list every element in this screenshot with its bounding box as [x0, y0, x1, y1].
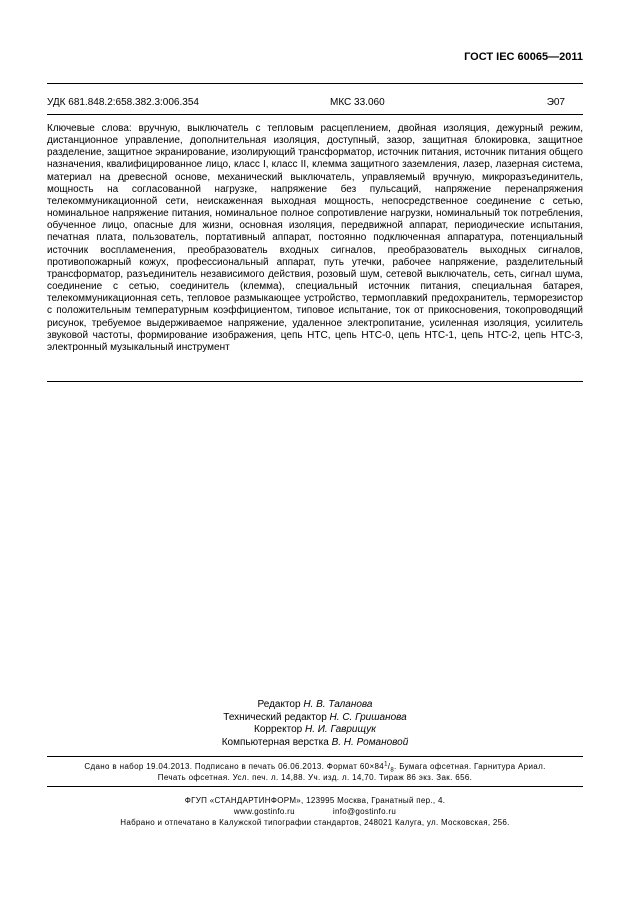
- print-info-block: [0, 761, 630, 783]
- top-divider: [47, 83, 583, 84]
- credit-proofreader: Корректор Н. И. Гаврищук: [254, 724, 376, 736]
- classification-divider: [47, 114, 583, 115]
- classification-row: [47, 97, 583, 109]
- printing-house: Набрано и отпечатано в Калужской типографии стандартов, 248021 Калуга, ул. Московская, 256.: [120, 818, 510, 827]
- tech-editor-name: Н. С. Гришанова: [329, 711, 407, 723]
- credits-block: [0, 699, 630, 749]
- credit-layout: Компьютерная верстка В. Н. Романовой: [221, 736, 409, 748]
- publisher-website-link[interactable]: www.gostinfo.ru: [233, 807, 295, 816]
- layout-name: В. Н. Романовой: [331, 736, 409, 748]
- standard-number: ГОСТ IEC 60065—2011: [464, 51, 583, 63]
- publisher-block: [0, 795, 630, 828]
- publisher-contacts: [0, 806, 630, 817]
- okstu-code: Э07: [546, 97, 565, 108]
- credit-editor: Редактор Н. В. Таланова: [257, 699, 373, 710]
- editor-name: Н. В. Таланова: [303, 699, 373, 710]
- credit-tech-editor: Технический редактор Н. С. Гришанова: [223, 711, 407, 723]
- udk-code: УДК 681.848.2:658.382.3:006.354: [47, 97, 199, 108]
- proofreader-name: Н. И. Гаврищук: [304, 724, 376, 736]
- keywords-divider: [47, 381, 583, 382]
- publisher-address: ФГУП «СТАНДАРТИНФОРМ», 123995 Москва, Гранатный пер., 4.: [184, 796, 446, 805]
- print-info-line-1: Сдано в набор 19.04.2013. Подписано в печать 06.06.2013. Формат $60\times 84^1/_8$. Бумага офсетная. Гарнитура Ариал.: [84, 761, 546, 774]
- mks-code: МКС 33.060: [330, 97, 385, 108]
- print-info-line-2: Печать офсетная. Усл. печ. л. 14,88. Уч. изд. л. 14,70. Тираж 86 экз. Зак. 656.: [157, 773, 473, 782]
- keywords-paragraph: Ключевые слова: вручную, выключатель с тепловым расцеплением, двойная изоляция, дежурный режим, дистанционное управление, дополнительная изоляция, доступный, зазор, защитная блокировка, защитное разделение, защитное экранирование, изолирующий трансформатор, источник питания, источник питания общего назначения, квалифицированное лицо, класс I, класс II, клемма защитного заземления, лазер, лазерная система, материал на древесной основе, механический выключатель, управляемый вручную, микроразъединитель, мощность на согласованной нагрузке, напряжение без пульсаций, напряжение перенапряжения телекоммуникационной сети, неискаженная выходная мощность, непосредственное соединение с сетью, номинальное напряжение питания, номинальное полное сопротивление нагрузки, номинальный ток потребления, обученное лицо, опасные для жизни, основная изоляция, передвижной аппарат, периодические испытания, печатная плата, пользователь, портативный аппарат, постоянно подключенная аппаратура, потенциальный источник воспламенения, преобразователь входных сигналов, преобразователь выходных сигналов, противопожарный кожух, профессиональный аппарат, путь утечки, рабочее напряжение, разделительный трансформатор, разъединитель независимого действия, розовый шум, сетевой выключатель, сеть, сигнал шума, соединение с сетью, соединитель (клемма), специальный источник питания, специальная батарея, телекоммуникационная сеть, тепловое размыкающее устройство, термоплавкий предохранитель, терморезистор с положительным температурным коэффициентом, типовое испытание, ток от прикосновения, токопроводящий рисунок, требуемое выдерживаемое напряжение, удаленное электропитание, усиленная изоляция, усилитель звуковой частоты, формирование изображения, цепь НТС, цепь НТС-0, цепь НТС-1, цепь НТС-2, цепь НТС-3, электронный музыкальный инструмент: [47, 123, 583, 353]
- credits-divider: [47, 756, 583, 757]
- publisher-email-link[interactable]: info@gostinfo.ru: [332, 807, 397, 816]
- print-info-divider: [47, 786, 583, 787]
